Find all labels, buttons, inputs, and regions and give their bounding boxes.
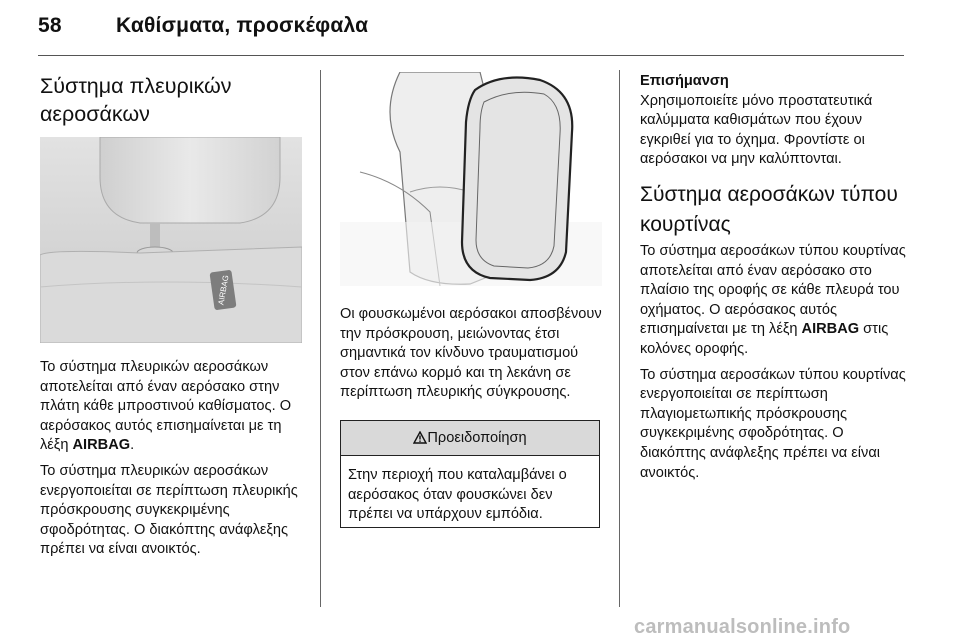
inflated-airbag-illustration (340, 72, 602, 286)
side-airbag-paragraph-1: Το σύστημα πλευρικών αεροσάκων αποτελείται από έναν αερόσακο στην πλάτη κάθε μπροστινού καθίσματος. Ο αερόσακος αυτός επισημαίνεται με τη λέξη AIRBAG. (40, 359, 292, 454)
page-number: 58 (38, 14, 62, 37)
warning-box (340, 420, 600, 528)
warning-text: Στην περιοχή που καταλαμβάνει ο αερόσακος όταν φουσκώνει δεν πρέπει να υπάρχουν εμπόδια. (348, 467, 567, 523)
curtain-airbag-heading: Σύστημα αεροσάκων τύπου κουρτίνας (640, 182, 898, 236)
curtain-airbag-paragraph-2: Το σύστημα αεροσάκων τύπου κουρτίνας ενεργοποιείται σε περίπτωση πλαγιομετωπικής πρόσκρουσης συγκεκριμένης σφοδρότητας. Ο διακόπτης ανάφλεξης πρέπει να είναι ανοικτός. (640, 366, 906, 481)
side-airbag-inflated-figure (340, 72, 602, 286)
seat-airbag-label-figure (40, 137, 302, 343)
warning-triangle-icon (413, 423, 427, 457)
airbag-label: AIRBAG (216, 274, 231, 306)
column-2-body (340, 305, 608, 409)
notice-title: Επισήμανση (640, 73, 729, 89)
side-airbag-paragraph-2: Το σύστημα πλευρικών αεροσάκων ενεργοποιείται σε περίπτωση πλευρικής πρόσκρουσης συγκεκριμένης σφοδρότητας. Ο διακόπτης ανάφλεξης πρέπει να είναι ανοικτός. (40, 462, 298, 558)
notice-text: Χρησιμοποιείτε μόνο προστατευτικά καλύμματα καθισμάτων που έχουν εγκριθεί για το όχημα. Φροντίστε οι αερόσακοι να μην καλύπτονται. (640, 92, 873, 168)
column-1 (40, 72, 306, 128)
column-divider-1 (320, 70, 321, 607)
warning-title: Προειδοποίηση (427, 430, 527, 446)
side-airbag-heading: Σύστημα πλευρικών αεροσάκων (40, 74, 232, 126)
column-3 (640, 72, 908, 489)
warning-header (341, 421, 599, 456)
airbag-effect-paragraph: Οι φουσκωμένοι αερόσακοι αποσβένουν την πρόσκρουση, μειώνοντας έτσι σημαντικά τον κίνδυνο τραυματισμού στον επάνω κορμό και τη λεκάνη σε περίπτωση πλευρικής σύγκρουσης. (340, 306, 602, 401)
chapter-title: Καθίσματα, προσκέφαλα (116, 14, 369, 37)
column-1-body (40, 358, 312, 566)
page-header (38, 14, 368, 38)
seat-backrest-illustration (40, 137, 302, 343)
curtain-airbag-paragraph-1: Το σύστημα αεροσάκων τύπου κουρτίνας αποτελείται από έναν αερόσακο στο πλαίσιο της οροφής σε κάθε πλευρά του οχήματος. Ο αερόσακος αυτός επισημαίνεται με τη λέξη AIRBAG στις κολόνες οροφής. (640, 242, 906, 357)
header-rule (38, 55, 904, 56)
column-divider-2 (619, 70, 620, 607)
watermark: carmanualsonline.info (634, 616, 851, 638)
